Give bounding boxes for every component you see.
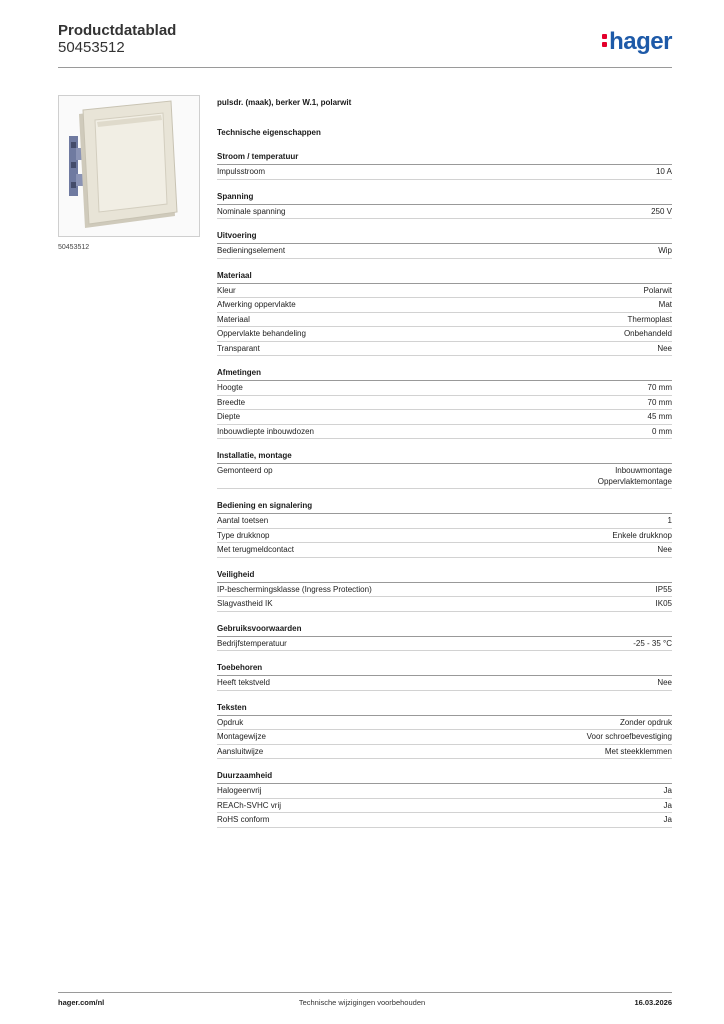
spec-label: Diepte bbox=[217, 412, 241, 421]
spec-value-line: -25 - 35 °C bbox=[633, 638, 672, 648]
spec-label: Halogeenvrij bbox=[217, 786, 262, 795]
spec-row bbox=[217, 464, 672, 489]
spec-label: Heeft tekstveld bbox=[217, 678, 270, 687]
spec-value-line: 1 bbox=[667, 516, 672, 525]
spec-value-line: Thermoplast bbox=[627, 314, 672, 324]
spec-row bbox=[217, 244, 672, 259]
spec-label: Opdruk bbox=[217, 717, 244, 727]
spec-value bbox=[612, 531, 672, 542]
spec-value-line: 250 V bbox=[651, 206, 672, 216]
spec-value-line: Nee bbox=[657, 678, 672, 687]
spec-value-line: Polarwit bbox=[643, 285, 672, 295]
spec-row bbox=[217, 381, 672, 396]
spec-row bbox=[217, 313, 672, 328]
spec-row bbox=[217, 425, 672, 440]
spec-row bbox=[217, 784, 672, 799]
spec-value bbox=[657, 545, 672, 556]
spec-group-title: Materiaal bbox=[217, 269, 672, 284]
spec-value-line: Zonder opdruk bbox=[619, 717, 672, 727]
spec-value-line: Wip bbox=[658, 246, 672, 255]
spec-value bbox=[598, 466, 672, 487]
spec-value bbox=[659, 300, 672, 311]
spec-value-line: Onbehandeld bbox=[623, 329, 672, 338]
spec-label: Impulsstroom bbox=[217, 167, 266, 176]
spec-label: IP-beschermingsklasse (Ingress Protection) bbox=[217, 584, 372, 594]
footer-divider bbox=[58, 992, 672, 993]
spec-value bbox=[587, 732, 672, 743]
logo-dots-icon bbox=[602, 30, 608, 50]
footer-date: 16.03.2026 bbox=[634, 998, 672, 1007]
spec-row bbox=[217, 637, 672, 652]
spec-label: Slagvastheid IK bbox=[217, 599, 273, 608]
spec-value bbox=[656, 585, 672, 596]
spec-label: Bedrijfstemperatuur bbox=[217, 638, 287, 648]
spec-row bbox=[217, 730, 672, 745]
spec-value-line: Mat bbox=[658, 300, 672, 309]
spec-group-title: Uitvoering bbox=[217, 229, 672, 244]
spec-label: Aansluitwijze bbox=[217, 746, 264, 756]
logo-text: hager bbox=[609, 28, 672, 55]
spec-group-title: Spanning bbox=[217, 190, 672, 205]
product-image bbox=[58, 95, 200, 237]
spec-value-line: Ja bbox=[663, 800, 672, 810]
spec-value-line: Ja bbox=[663, 786, 672, 795]
spec-value bbox=[651, 207, 672, 218]
spec-group-title: Installatie, montage bbox=[217, 449, 672, 464]
image-caption: 50453512 bbox=[58, 244, 90, 251]
spec-row bbox=[217, 529, 672, 544]
spec-row bbox=[217, 716, 672, 731]
document-number: 50453512 bbox=[58, 39, 125, 56]
spec-label: Transparant bbox=[217, 343, 260, 353]
spec-label: Afwerking oppervlakte bbox=[217, 300, 296, 309]
spec-label: RoHS conform bbox=[217, 815, 270, 824]
product-description: pulsdr. (maak), berker W.1, polarwit bbox=[217, 98, 352, 107]
spec-value-line: 10 A bbox=[655, 167, 672, 176]
spec-row bbox=[217, 514, 672, 529]
spec-row bbox=[217, 597, 672, 612]
spec-value bbox=[668, 516, 672, 527]
spec-content bbox=[217, 96, 672, 828]
spec-value bbox=[664, 786, 672, 797]
header-divider bbox=[58, 67, 672, 68]
spec-row bbox=[217, 298, 672, 313]
spec-label: Gemonteerd op bbox=[217, 466, 273, 475]
spec-group-title: Stroom / temperatuur bbox=[217, 150, 672, 165]
spec-row bbox=[217, 396, 672, 411]
spec-row bbox=[217, 410, 672, 425]
spec-row bbox=[217, 327, 672, 342]
spec-row bbox=[217, 583, 672, 598]
spec-row bbox=[217, 543, 672, 558]
spec-groups bbox=[217, 150, 672, 828]
spec-value-line: 70 mm bbox=[647, 383, 672, 392]
spec-value-line: Enkele drukknop bbox=[612, 530, 672, 540]
spec-value bbox=[633, 639, 672, 650]
spec-value bbox=[648, 412, 672, 423]
spec-label: Bedieningselement bbox=[217, 246, 286, 255]
spec-label: Met terugmeldcontact bbox=[217, 545, 294, 554]
hager-logo bbox=[602, 28, 672, 56]
spec-label: Oppervlakte behandeling bbox=[217, 329, 306, 338]
spec-label: Aantal toetsen bbox=[217, 516, 269, 525]
section-title: Technische eigenschappen bbox=[217, 128, 321, 137]
spec-value-line: Nee bbox=[657, 545, 672, 554]
spec-value-line: IK05 bbox=[655, 599, 672, 608]
spec-value bbox=[605, 747, 672, 758]
spec-group-title: Bediening en signalering bbox=[217, 499, 672, 514]
spec-value bbox=[644, 286, 672, 297]
spec-row bbox=[217, 676, 672, 691]
spec-label: REACh-SVHC vrij bbox=[217, 800, 282, 810]
spec-value bbox=[658, 246, 672, 257]
spec-value bbox=[652, 427, 672, 438]
spec-row bbox=[217, 799, 672, 814]
spec-row bbox=[217, 813, 672, 828]
spec-value bbox=[648, 398, 672, 409]
spec-group-title: Afmetingen bbox=[217, 366, 672, 381]
spec-value bbox=[664, 815, 672, 826]
spec-group-title: Teksten bbox=[217, 701, 672, 716]
spec-row bbox=[217, 745, 672, 760]
spec-group-title: Duurzaamheid bbox=[217, 769, 672, 784]
spec-group-title: Veiligheid bbox=[217, 568, 672, 583]
spec-label: Montagewijze bbox=[217, 732, 266, 741]
spec-label: Materiaal bbox=[217, 314, 250, 324]
spec-value bbox=[664, 801, 672, 812]
spec-value-line: Oppervlaktemontage bbox=[597, 476, 672, 486]
spec-row bbox=[217, 205, 672, 220]
spec-value-line: Voor schroefbevestiging bbox=[586, 732, 672, 741]
spec-group-title: Toebehoren bbox=[217, 661, 672, 676]
spec-value-line: IP55 bbox=[655, 584, 672, 594]
spec-value bbox=[656, 167, 672, 178]
spec-label: Inbouwdiepte inbouwdozen bbox=[217, 426, 314, 436]
spec-label: Nominale spanning bbox=[217, 206, 286, 216]
spec-row bbox=[217, 284, 672, 299]
footer-disclaimer: Technische wijzigingen voorbehouden bbox=[298, 998, 426, 1007]
spec-value-line: 45 mm bbox=[647, 412, 672, 421]
footer-website: hager.com/nl bbox=[58, 998, 105, 1007]
spec-value bbox=[620, 718, 672, 729]
spec-value bbox=[648, 383, 672, 394]
spec-value bbox=[656, 599, 672, 610]
spec-label: Type drukknop bbox=[217, 530, 270, 540]
spec-value-line: Ja bbox=[663, 815, 672, 824]
spec-value bbox=[624, 329, 672, 340]
spec-value bbox=[628, 315, 672, 326]
spec-value-line: Met steekklemmen bbox=[604, 746, 672, 756]
push-button-switch-icon bbox=[59, 96, 199, 236]
spec-label: Hoogte bbox=[217, 383, 243, 392]
spec-value-line: 0 mm bbox=[652, 426, 672, 436]
spec-row bbox=[217, 165, 672, 180]
spec-value-line: Nee bbox=[657, 343, 672, 353]
spec-value bbox=[657, 344, 672, 355]
page-title: Productdatablad bbox=[58, 22, 177, 39]
spec-group-title: Gebruiksvoorwaarden bbox=[217, 622, 672, 637]
spec-label: Breedte bbox=[217, 397, 246, 407]
spec-label: Kleur bbox=[217, 285, 236, 295]
spec-value-line: 70 mm bbox=[647, 397, 672, 407]
spec-row bbox=[217, 342, 672, 357]
spec-value bbox=[657, 678, 672, 689]
spec-value-line: Inbouwmontage bbox=[615, 466, 672, 475]
